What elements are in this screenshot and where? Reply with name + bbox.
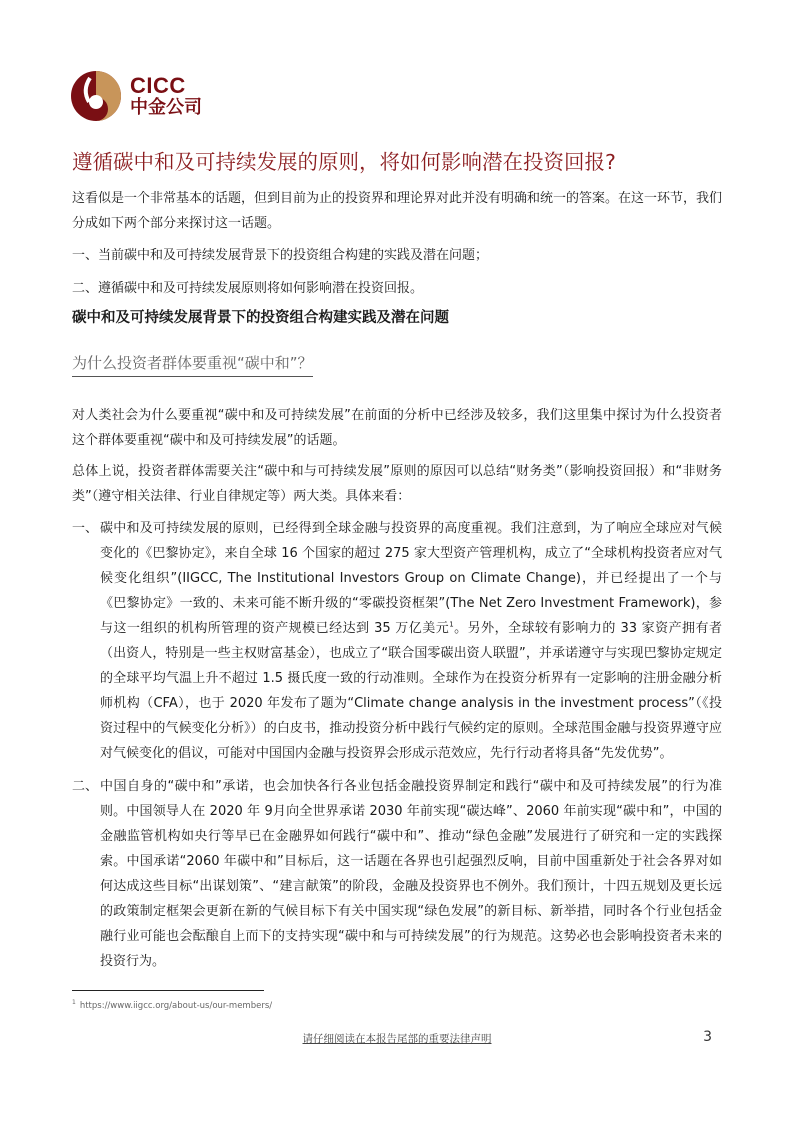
logo-en: CICC bbox=[130, 73, 186, 98]
list-text-part: 碳中和及可持续发展的原则，已经得到全球金融与投资界的高度重视。我们注意到，为了响应全球应对气候变化的《巴黎协定》，来自全球 16 个国家的超过 275 家大型资产管理机构，成立了“全球机构投资者应对气候变化组织”(IIGCC, The Institutional Investors Group on Climate Change)，并已经提出了一个与《巴黎协定》一致的、未来可能不断升级的“零碳投资框架”(The Net Zero Investment Framework)，参与这一组织的机构所管理的资产规模已经达到 35 万亿美元 bbox=[100, 521, 722, 636]
footer bbox=[72, 1028, 722, 1046]
subheading: 为什么投资者群体要重视“碳中和”？ bbox=[72, 353, 313, 377]
list-text bbox=[100, 516, 722, 766]
legal-disclaimer-link[interactable]: 请仔细阅读在本报告尾部的重要法律声明 bbox=[302, 1032, 492, 1045]
footnote-divider bbox=[72, 990, 264, 991]
footnote-mark: 1 bbox=[72, 999, 76, 1006]
body-paragraph-2: 总体上说，投资者群体需要关注“碳中和与可持续发展”原则的原因可以总结“财务类”（影响投资回报）和“非财务类”（遵守相关法律、行业自律规定等）两大类。具体来看： bbox=[72, 464, 722, 504]
footnote bbox=[72, 997, 722, 1012]
intro-paragraph: 这看似是一个非常基本的话题，但到目前为止的投资界和理论界对此并没有明确和统一的答案。在这一环节，我们分成如下两个部分来探讨这一话题。 bbox=[72, 191, 723, 231]
footnote-ref[interactable]: 1 bbox=[449, 620, 454, 629]
list-item-1 bbox=[72, 516, 722, 766]
page-bottom bbox=[72, 990, 722, 1060]
list-number: 二、 bbox=[72, 779, 99, 794]
document-body bbox=[72, 0, 722, 974]
section-heading: 碳中和及可持续发展背景下的投资组合构建实践及潜在问题 bbox=[72, 310, 449, 326]
list-number: 一、 bbox=[72, 521, 99, 536]
body-paragraph-1: 对人类社会为什么要重视“碳中和及可持续发展”在前面的分析中已经涉及较多，我们这里集中探讨为什么投资者这个群体要重视“碳中和及可持续发展”的话题。 bbox=[72, 408, 722, 448]
list-text-part: 。另外，全球较有影响力的 33 家资产拥有者（出资人，特别是一些主权财富基金），也成立了“联合国零碳出资人联盟”，并承诺遵守与实现巴黎协定规定的全球平均气温上升不超过 1.5 摄氏度一致的行动准则。全球作为在投资分析界有一定影响的注册金融分析师机构（CFA），也于 2020 年发布了题为“Climate change analysis in the investment process”（《投资过程中的气候变化分析》）的白皮书，推动投资分析中践行气候约定的原则。全球范围金融与投资界遵守应对气候变化的倡议，可能对中国国内金融与投资界会形成示范效应，先行行动者将具备“先发优势”。 bbox=[100, 621, 723, 761]
logo-cn: 中金公司 bbox=[130, 97, 202, 118]
outline-item-1: 一、当前碳中和及可持续发展背景下的投资组合构建的实践及潜在问题； bbox=[72, 248, 489, 263]
list-text: 中国自身的“碳中和”承诺，也会加快各行各业包括金融投资界制定和践行“碳中和及可持续发展”的行为准则。中国领导人在 2020 年 9月向全世界承诺 2030 年前实现“碳达峰”、2060 年前实现“碳中和”，中国的金融监管机构如央行等早已在金融界如何践行“碳中和”、推动“绿色金融”发展进行了研究和一定的实践探索。中国承诺“2060 年碳中和”目标后，这一话题在各界也引起强烈反响，目前中国重新处于社会各界对如何达成这些目标“出谋划策”、“建言献策”的阶段，金融及投资界也不例外。我们预计，十四五规划及更长远的政策制定框架会更新在新的气候目标下有关中国实现“绿色发展”的新目标、新举措，同时各个行业包括金融行业可能也会酝酿自上而下的支持实现“碳中和与可持续发展”的行为规范。这势必也会影响投资者未来的投资行为。 bbox=[100, 779, 722, 969]
page-title: 遵循碳中和及可持续发展的原则，将如何影响潜在投资回报? bbox=[72, 150, 616, 174]
list-item-2 bbox=[72, 774, 722, 974]
footnote-link[interactable]: https://www.iigcc.org/about-us/our-members/ bbox=[79, 1000, 273, 1011]
outline-item-2: 二、遵循碳中和及可持续发展原则将如何影响潜在投资回报。 bbox=[72, 281, 424, 296]
page-number: 3 bbox=[703, 1028, 712, 1045]
